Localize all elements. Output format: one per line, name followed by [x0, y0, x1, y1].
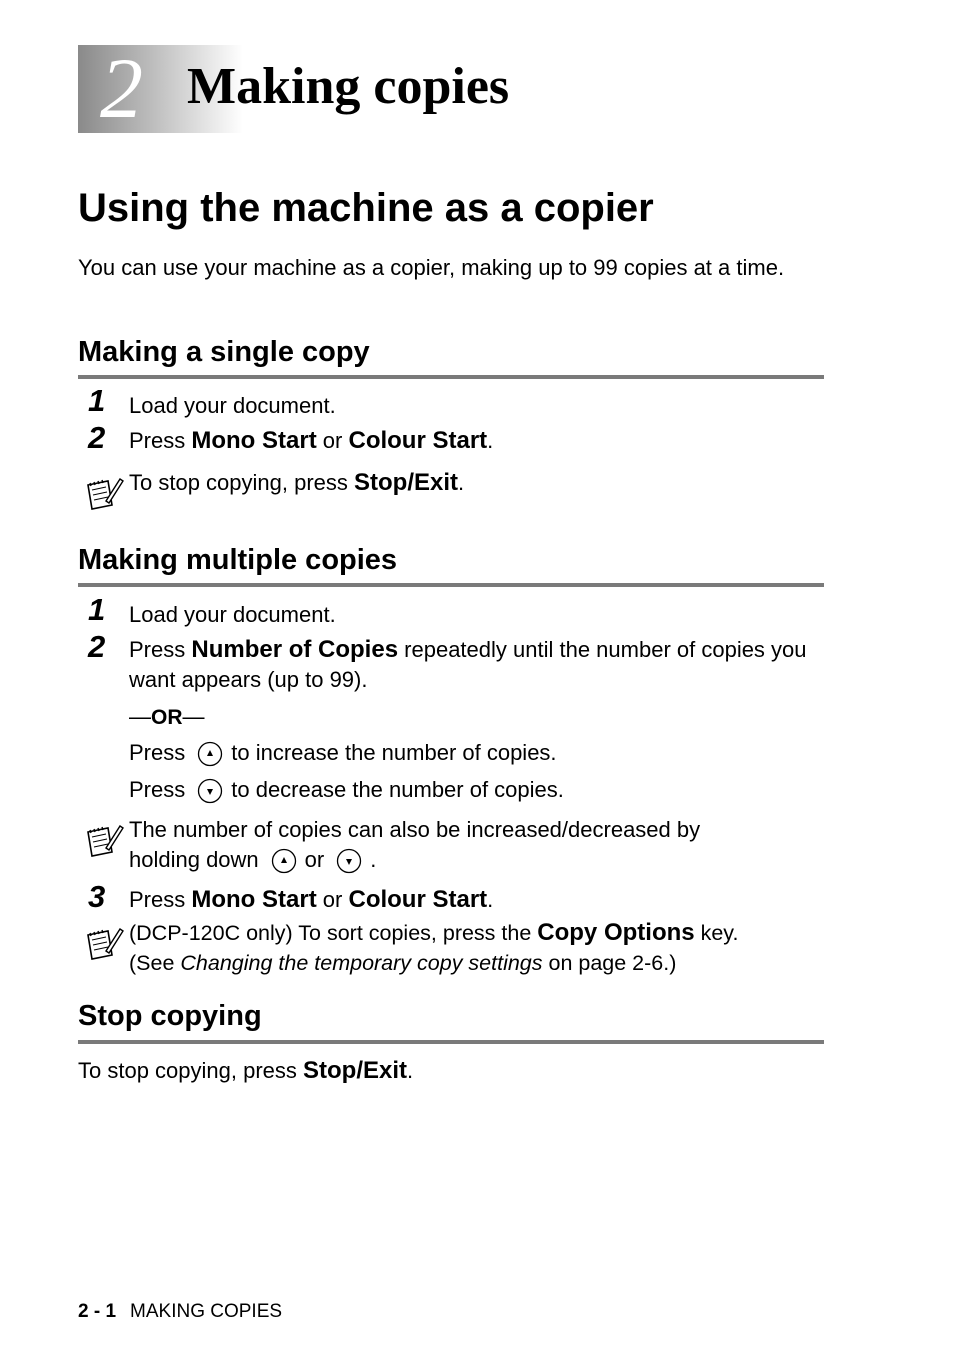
chapter-number: 2: [100, 40, 143, 136]
single-copy-heading: Making a single copy: [78, 336, 370, 368]
step-number: 3: [88, 879, 106, 914]
multiple-step-1: Load your document.: [129, 602, 336, 627]
or-separator: —OR—: [129, 704, 205, 729]
section-title: Using the machine as a copier: [78, 186, 654, 230]
single-note: To stop copying, press Stop/Exit.: [129, 469, 465, 496]
stop-copying-text: To stop copying, press Stop/Exit.: [78, 1057, 414, 1084]
page-number: 2 - 1: [78, 1301, 117, 1322]
down-arrow-key-icon: [197, 778, 223, 804]
multiple-copies-heading: Making multiple copies: [78, 544, 398, 576]
step-number: 2: [88, 629, 106, 664]
step-number: 2: [88, 420, 106, 455]
multiple-note-2: (DCP-120C only) To sort copies, press the Copy Options key. (See Changing the temporary copy settings on page 2-6.): [129, 919, 739, 975]
single-step-1: Load your document.: [129, 393, 336, 418]
mono-start-key-label: Mono Start: [191, 886, 317, 913]
heading-rule: [78, 583, 824, 587]
increase-instruction: Press to increase the number of copies.: [129, 738, 829, 768]
number-of-copies-key-label: Number of Copies: [191, 636, 399, 663]
multiple-step-3: Press Mono Start or Colour Start.: [129, 886, 494, 913]
up-arrow-key-icon: [271, 848, 297, 874]
stop-exit-key-label: Stop/Exit: [303, 1057, 408, 1084]
multiple-note-1: The number of copies can also be increased/decreased by holding down or .: [129, 815, 829, 875]
section-intro: You can use your machine as a copier, making up to 99 copies at a time.: [78, 255, 785, 280]
decrease-instruction: Press to decrease the number of copies.: [129, 775, 829, 805]
up-arrow-key-icon: [197, 741, 223, 767]
colour-start-key-label: Colour Start: [348, 427, 488, 454]
cross-reference: Changing the temporary copy settings: [180, 951, 543, 975]
single-step-2: Press Mono Start or Colour Start.: [129, 427, 494, 454]
mono-start-key-label: Mono Start: [191, 427, 317, 454]
down-arrow-key-icon: [336, 848, 362, 874]
footer-title: MAKING COPIES: [130, 1301, 283, 1322]
note-icon: [84, 822, 124, 858]
colour-start-key-label: Colour Start: [348, 886, 488, 913]
step-number: 1: [88, 592, 106, 627]
note-icon: [84, 925, 124, 961]
heading-rule: [78, 1040, 824, 1044]
stop-exit-key-label: Stop/Exit: [354, 469, 459, 496]
page-footer: [78, 1299, 282, 1325]
chapter-title: Making copies: [187, 58, 510, 115]
copy-options-key-label: Copy Options: [537, 919, 695, 946]
heading-rule: [78, 375, 824, 379]
multiple-step-2: Press Number of Copies repeatedly until the number of copies you want appears (up to 99).: [129, 636, 807, 692]
step-number: 1: [88, 383, 106, 418]
stop-copying-heading: Stop copying: [78, 1000, 262, 1032]
note-icon: [84, 475, 124, 511]
